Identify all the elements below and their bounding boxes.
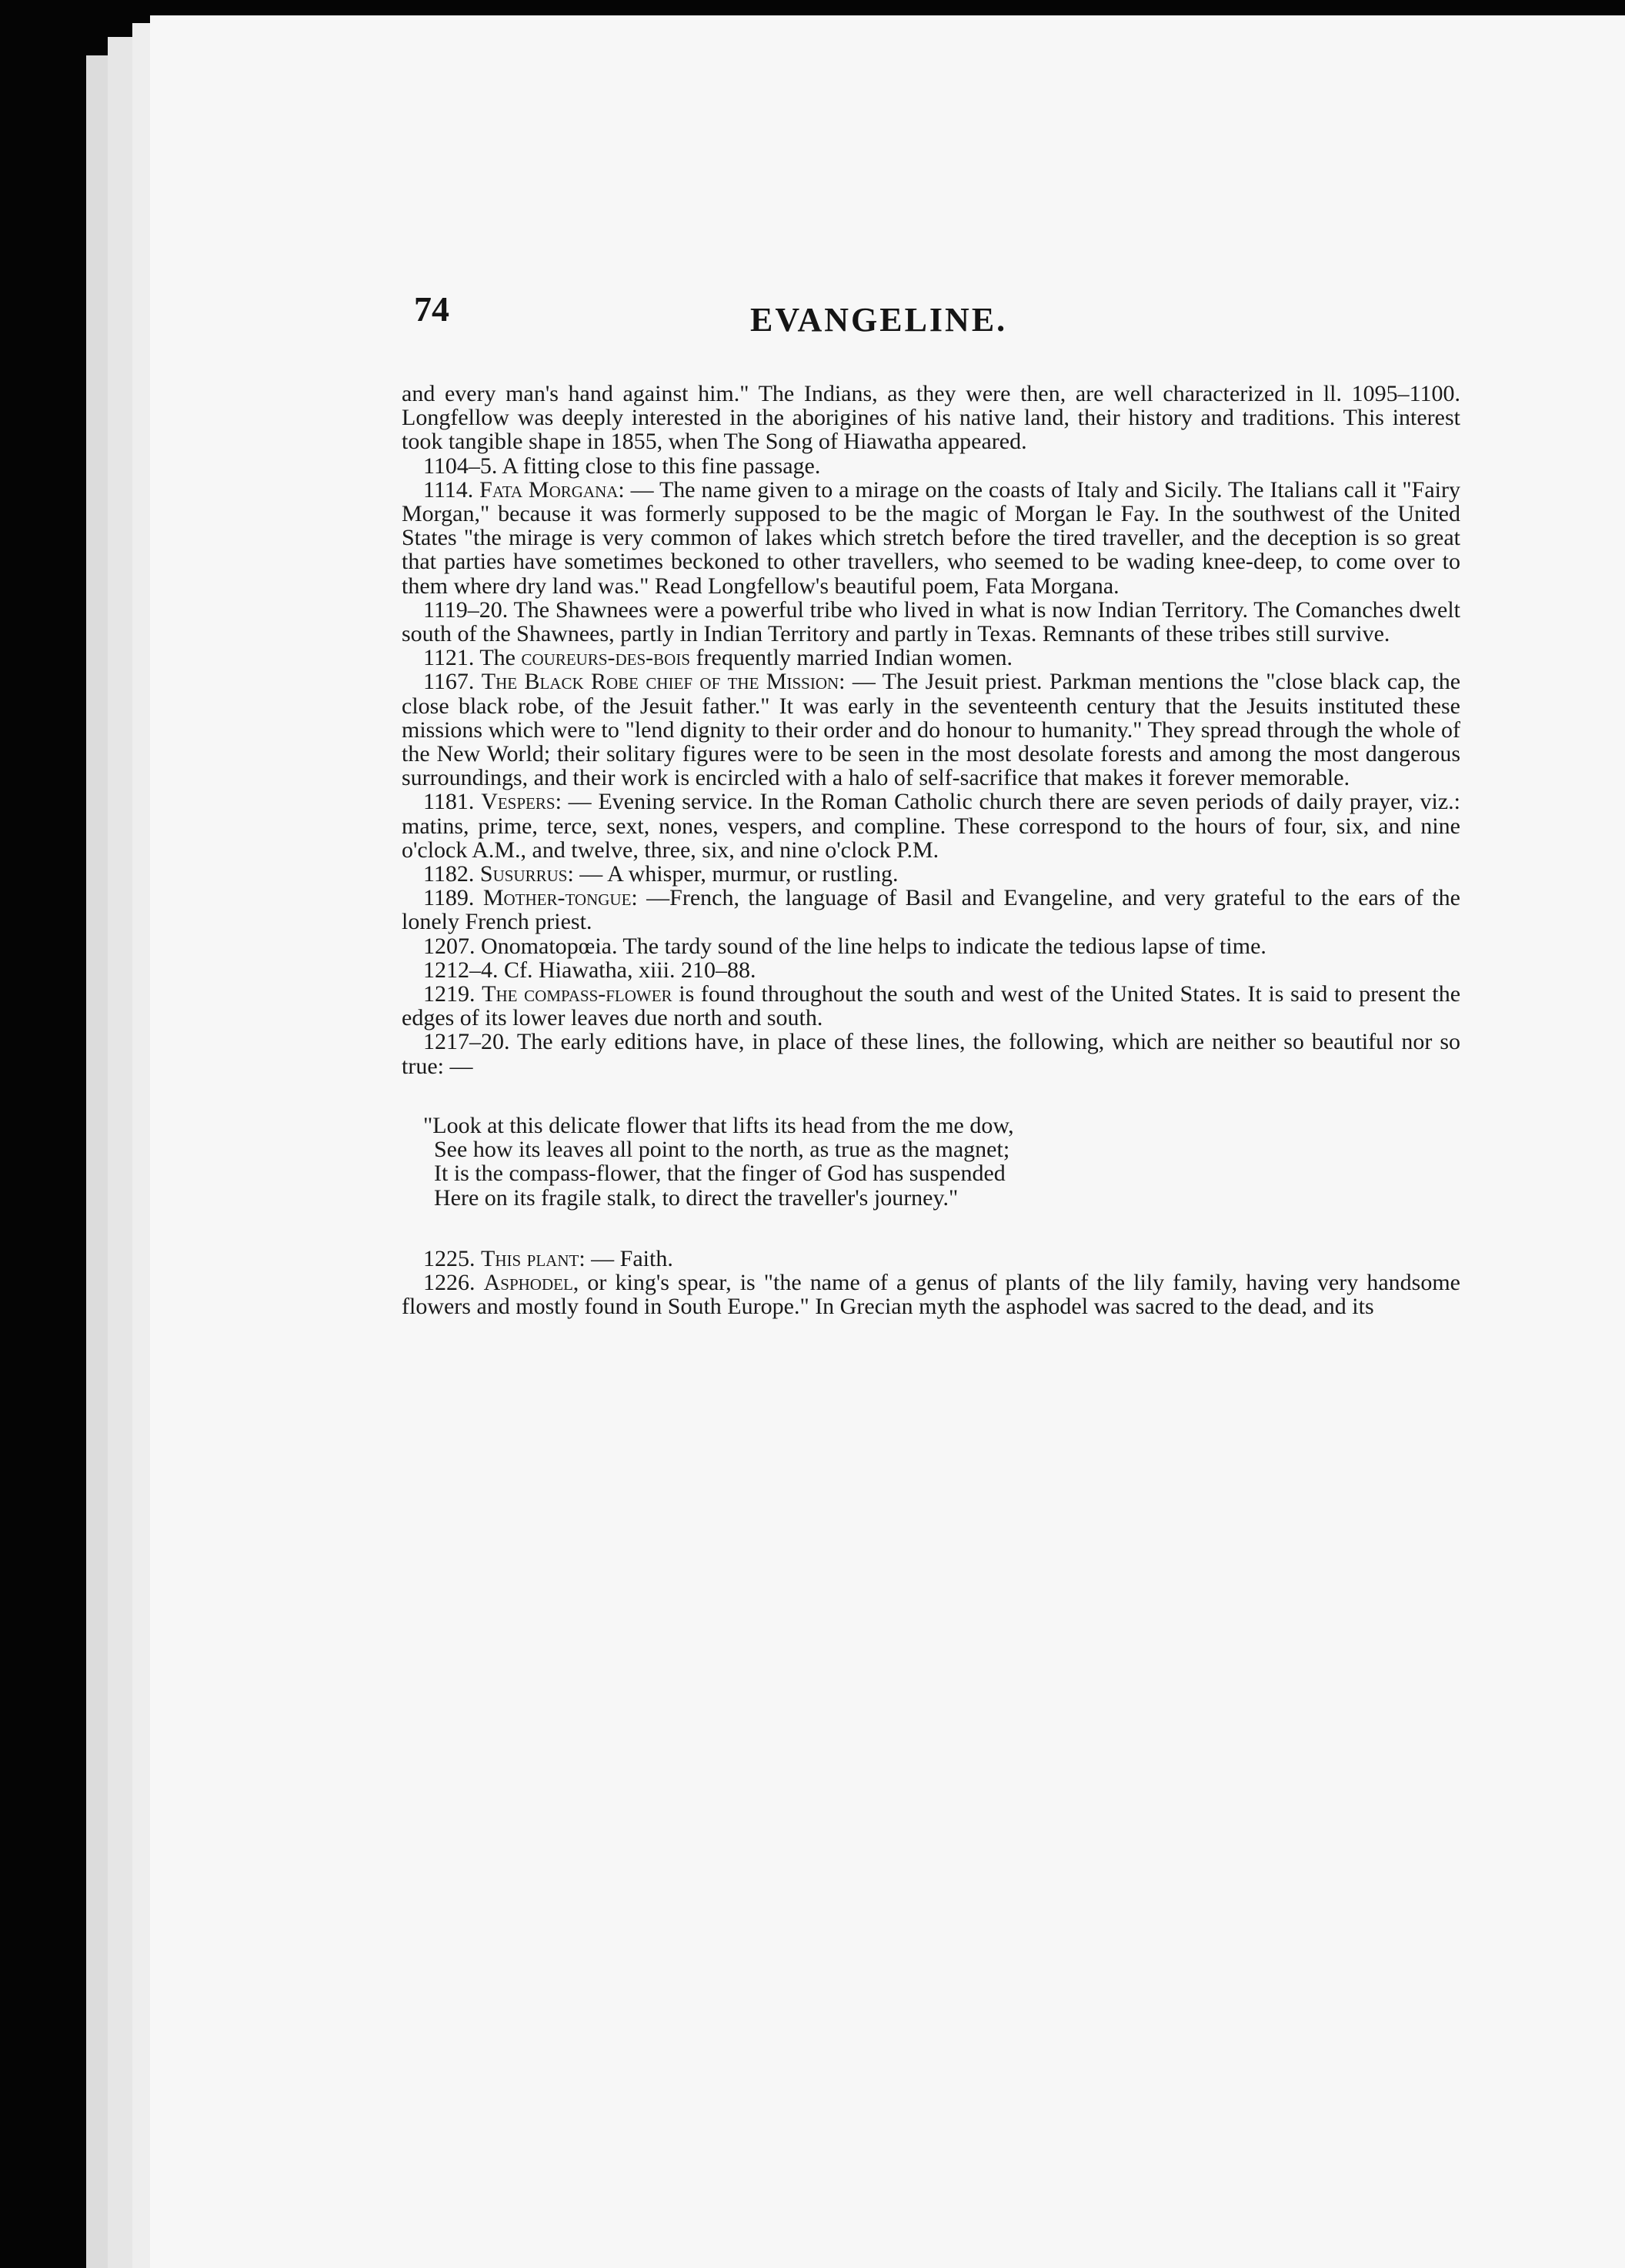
page-body: [402, 382, 1460, 1318]
note-paragraph: 1104–5. A fitting close to this fine passage.: [423, 453, 821, 479]
note-paragraph: 1119–20. The Shawnees were a powerful tribe who lived in what is now Indian Territory. The Comanches dwelt south of the Shawnees, partly in Indian Territory and partly in Texas. Remnants of these tribes still survive.: [402, 596, 1460, 647]
verse-line: Here on its fragile stalk, to direct the traveller's journey.": [434, 1184, 959, 1211]
note-paragraph: 1167. The Black Robe chief of the Mission: — The Jesuit priest. Parkman mentions the "close black cap, the close black robe, of the Jesuit father." It was early in the seventeenth century that the Jesuits instituted these missions which were to "lend dignity to their order and do honour to humanity." They spread through the whole of the New World; their solitary figures were to be seen in the most desolate forests and among the most dangerous surroundings, and their work is encircled with a halo of self-sacrifice that makes it forever memorable.: [402, 669, 1461, 791]
note-paragraph: 1121. The coureurs-des-bois frequently married Indian women.: [423, 645, 1013, 671]
note-paragraph: 1114. Fata Morgana: — The name given to a mirage on the coasts of Italy and Sicily. The Italians call it "Fairy Morgan," because it was formerly supposed to be the magic of Morgan le Fay. In the southwest of the United States "the mirage is very common of lakes which stretch before the tired traveller, and the deception is so great that parties have sometimes beckoned to other travellers, who seemed to be wading knee-deep, to come over to them where dry land was." Read Longfellow's beautiful poem, Fata Morgana.: [402, 476, 1460, 599]
note-term: Mother-tongue: [482, 885, 632, 911]
note-paragraph: and every man's hand against him." The Indians, as they were then, are well characterized in ll. 1095–1100. Longfellow was deeply interested in the aborigines of his native land, their history and traditions. This interest took tangible shape in 1855, when The Song of Hiawatha appeared.: [402, 381, 1460, 455]
note-paragraph: 1189. Mother-tongue: —French, the language of Basil and Evangeline, and very grateful to the ears of the lonely French priest.: [402, 885, 1460, 935]
running-head: EVANGELINE.: [750, 301, 1008, 339]
note-paragraph: 1226. Asphodel, or king's spear, is "the name of a genus of plants of the lily family, having very handsome flowers and mostly found in South Europe." In Grecian myth the asphodel was sacred to the dead, and its: [402, 1269, 1460, 1320]
note-term: This plant: [481, 1245, 579, 1271]
note-paragraph: 1217–20. The early editions have, in place of these lines, the following, which are neither so beautiful nor so true: —: [402, 1029, 1460, 1079]
note-paragraph: 1219. The compass-flower is found throughout the south and west of the United States. It is said to present the edges of its lower leaves due north and south.: [402, 981, 1461, 1031]
verse-quotation: [423, 1114, 1460, 1210]
note-paragraph: 1207. Onomatopœia. The tardy sound of the line helps to indicate the tedious lapse of time.: [423, 933, 1266, 959]
note-term: Fata Morgana: [479, 476, 619, 503]
note-term: coureurs-des-bois: [521, 645, 691, 671]
note-term: Susurrus: [479, 861, 568, 887]
note-term: Vespers: [481, 789, 556, 815]
note-paragraph: 1225. This plant: — Faith.: [423, 1245, 673, 1271]
verse-line: "Look at this delicate flower that lifts its head from the me dow,: [423, 1112, 1014, 1138]
note-paragraph: 1182. Susurrus: — A whisper, murmur, or rustling.: [423, 861, 899, 887]
verse-line: See how its leaves all point to the north, as true as the magnet;: [434, 1137, 1010, 1163]
note-paragraph: 1212–4. Cf. Hiawatha, xiii. 210–88.: [423, 957, 756, 983]
note-term: The compass-flower: [482, 981, 672, 1007]
note-term: The Black Robe chief of the Mission: [481, 669, 839, 695]
note-paragraph: 1181. Vespers: — Evening service. In the Roman Catholic church there are seven periods of daily prayer, viz.: matins, prime, terce, sext, nones, vespers, and compline. These correspond to the hours of four, six, and nine o'clock A.M., and twelve, three, six, and nine o'clock P.M.: [402, 789, 1461, 863]
verse-line: It is the compass-flower, that the finger of God has suspended: [434, 1161, 1006, 1187]
note-term: Asphodel: [483, 1269, 573, 1295]
page-number: 74: [414, 289, 449, 329]
